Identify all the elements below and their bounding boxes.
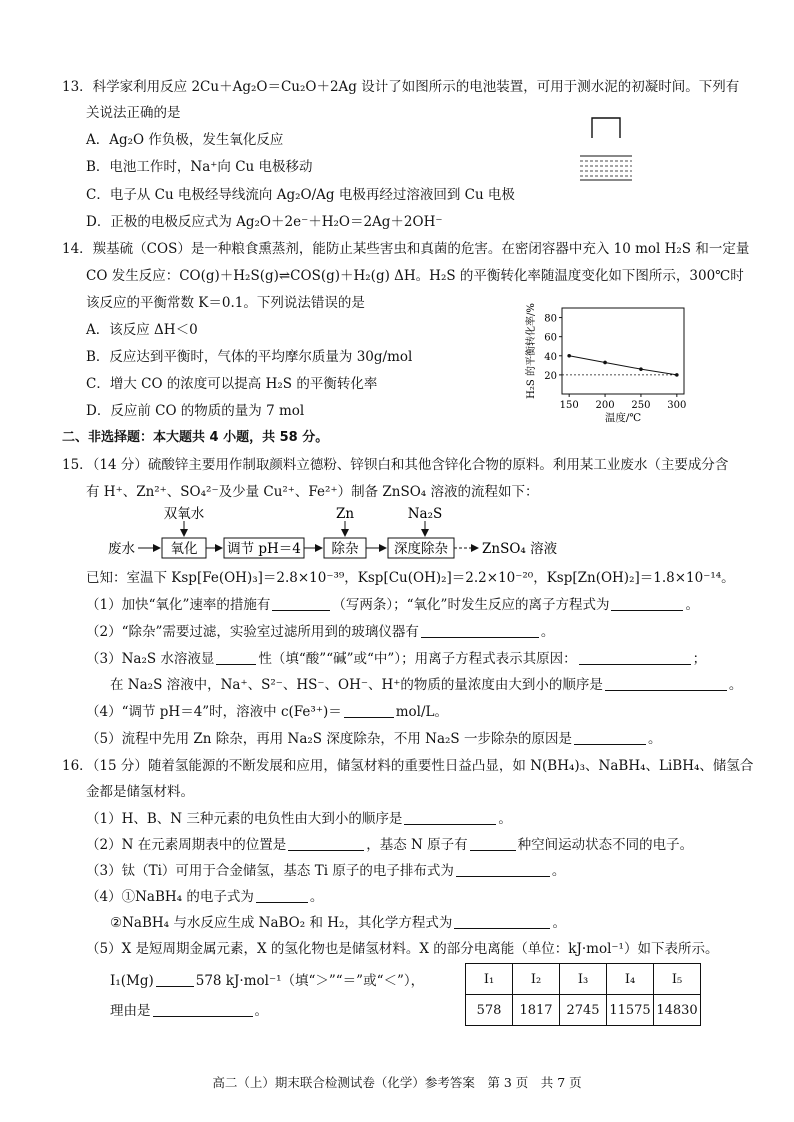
q16-sub4-line2 [110,914,566,932]
q15-s2-text-a: （2）“除杂”需要过滤，实验室过滤所用到的玻璃仪器有 [86,624,419,640]
x-tick-label: 250 [631,400,651,411]
box-deep-removal [388,538,454,558]
q16-s3-text-a: （3）钛（Ti）可用于合金储氢，基态 Ti 原子的电子排布式为 [86,863,454,879]
q15-known-ksp: 已知：室温下 Ksp[Fe(OH)₃]＝2.8×10⁻³⁹，Ksp[Cu(OH)₂]＝2.2×10⁻²⁰，Ksp[Zn(OH)₂]＝1.8×10⁻¹⁴。 [86,570,735,586]
answer-blank[interactable] [611,596,683,611]
q16-s5-text-c: 578 kJ·mol⁻¹（填“＞”“＝”或“＜”）， [195,973,425,989]
q16-s4-text-d: 。 [552,915,566,931]
table-header-cell: I₄ [607,964,654,995]
q16-s4-text-b: 。 [309,889,324,905]
x-tick-label: 300 [667,400,687,411]
flow-end-product: ZnSO₄ 溶液 [482,541,558,557]
q15-sub3-line2 [110,676,742,694]
answer-blank[interactable] [272,596,330,611]
table-cell: 2745 [560,995,607,1026]
q16-sub1 [86,810,512,828]
reagent-hydrogen-peroxide: 双氧水 [163,506,205,522]
q15-s3-text-c: ； [692,651,707,667]
step-oxidation: 氧化 [170,541,198,557]
q15-s1-text-c: 。 [685,597,699,613]
battery-device-figure [576,112,636,190]
q15-s4-text-b: mol/L。 [395,704,448,720]
q15-s3-text-a: （3）Na₂S 水溶液显 [86,651,215,667]
q16-s1-text-b: 。 [498,811,512,827]
q15-s5-text-b: 。 [647,731,662,747]
answer-blank[interactable] [470,836,516,851]
y-tick-label: 40 [544,351,557,363]
q16-s1-text-a: （1）H、B、N 三种元素的电负性由大到小的顺序是 [86,811,403,827]
answer-blank[interactable] [421,623,539,638]
answer-blank[interactable] [605,676,727,691]
answer-blank[interactable] [574,730,646,745]
q13-line1: 13．科学家利用反应 2Cu＋Ag₂O＝Cu₂O＋2Ag 设计了如图所示的电池装置，可用于测水泥的初凝时间。下列有 [62,79,740,95]
q15-s2-text-b: 。 [540,624,555,640]
ionization-energy-table [465,963,701,1026]
flow-start-wastewater: 废水 [108,541,135,557]
q14-option-c: C．增大 CO 的浓度可以提高 H₂S 的平衡转化率 [86,376,378,392]
answer-blank[interactable] [156,972,194,987]
table-cell: 11575 [607,995,654,1026]
box-impurity-removal [324,538,366,558]
y-tick-label: 20 [544,370,557,382]
table-header-cell: I₂ [513,964,560,995]
table-cell: 578 [466,995,513,1026]
x-tick-label: 150 [559,400,579,411]
table-header-cell: I₁ [466,964,513,995]
q16-s2-text-a: （2）N 在元素周期表中的位置是 [86,837,287,853]
q16-s5-text-e: 。 [254,1003,268,1019]
q14-option-b: B．反应达到平衡时，气体的平均摩尔质量为 30g/mol [86,349,413,365]
x-tick-label: 200 [595,400,615,411]
q15-sub4 [86,703,448,721]
table-header-row [466,964,701,995]
q15-s3-text-b: 性（填“酸”“碱”或“中”）；用离子方程式表示其原因： [258,651,577,667]
q16-s3-text-b: 。 [551,863,566,879]
q16-s4-text-c: ②NaBH₄ 与水反应生成 NaBO₂ 和 H₂，其化学方程式为 [110,915,453,931]
data-point [603,361,607,365]
answer-blank[interactable] [404,810,496,825]
answer-blank[interactable] [579,650,691,665]
q16-s2-text-b: ，基态 N 原子有 [366,837,468,853]
q15-s1-text-a: （1）加快“氧化”速率的措施有 [86,597,271,613]
q13-option-c: C．电子从 Cu 电极经导线流向 Ag₂O/Ag 电极再经过溶液回到 Cu 电极 [86,187,515,203]
step-impurity-removal: 除杂 [331,541,359,557]
q16-line2: 金都是储氢材料。 [86,784,194,800]
q16-s4-text-a: （4）①NaBH₄ 的电子式为 [86,889,254,905]
q15-line1: 15．（14 分）硫酸锌主要用作制取颜料立德粉、锌钡白和其他含锌化合物的原料。利用某工业废水（主要成分含 [62,457,729,473]
table-header-cell: I₅ [654,964,701,995]
q15-sub2 [86,623,554,641]
q16-sub3 [86,862,565,880]
q15-s3-text-d: 在 Na₂S 溶液中，Na⁺、S²⁻、HS⁻、OH⁻、H⁺的物质的量浓度由大到小的顺序是 [110,677,603,693]
q13-option-d: D．正极的电极反应式为 Ag₂O＋2e⁻＋H₂O＝2Ag＋2OH⁻ [86,214,443,230]
q14-option-d: D．反应前 CO 的物质的量为 7 mol [86,403,305,419]
table-cell: 14830 [654,995,701,1026]
q15-sub5 [86,730,661,748]
data-point [675,373,679,377]
table-row [466,995,701,1026]
chart-frame [562,308,684,394]
box-oxidation [162,538,206,558]
q16-sub5-line2 [110,972,424,990]
q14-option-a: A．该反应 ΔH＜0 [86,322,198,338]
q16-s5-text-b: I₁(Mg) [110,973,154,989]
data-point [567,354,571,358]
answer-blank[interactable] [456,862,550,877]
step-adjust-ph: 调节 pH＝4 [227,541,301,557]
q13-option-b: B．电池工作时，Na⁺向 Cu 电极移动 [86,159,313,175]
q15-s3-text-e: 。 [728,677,743,693]
q16-line1: 16．（15 分）随着氢能源的不断发展和应用，储氢材料的重要性日益凸显，如 N(BH₄)₃、NaBH₄、LiBH₄、储氢合 [62,758,754,774]
section-2-heading: 二、非选择题：本大题共 4 小题，共 58 分。 [62,430,329,445]
y-axis-label: H₂S 的平衡转化率/% [526,303,537,399]
q15-line2: 有 H⁺、Zn²⁺、SO₄²⁻及少量 Cu²⁺、Fe²⁺）制备 ZnSO₄ 溶液的流程如下： [86,484,539,500]
answer-blank[interactable] [288,836,364,851]
q14-line1: 14．羰基硫（COS）是一种粮食熏蒸剂，能防止某些害虫和真菌的危害。在密闭容器中充入 10 mol H₂S 和一定量 [62,241,750,257]
q16-sub2 [86,836,693,854]
reagent-zinc: Zn [335,506,355,522]
q16-sub5: （5）X 是短周期金属元素，X 的氢化物也是储氢材料。X 的部分电离能（单位：kJ·mol⁻¹）如下表所示。 [86,941,719,957]
q13-option-a: A．Ag₂O 作负极，发生氧化反应 [86,132,284,148]
reagent-sodium-sulfide: Na₂S [407,506,443,522]
x-axis-label: 温度/℃ [604,412,642,424]
q15-s4-text-a: （4）“调节 pH＝4”时，溶液中 c(Fe³⁺)＝ [86,704,342,720]
q16-sub4 [86,888,323,906]
q15-s1-text-b: （写两条）；“氧化”时发生反应的离子方程式为 [332,597,610,613]
conversion-rate-chart [520,298,700,426]
q14-line3: 该反应的平衡常数 K＝0.1。下列说法错误的是 [86,295,365,311]
answer-blank[interactable] [153,1002,253,1017]
table-header-cell: I₃ [560,964,607,995]
q15-sub1 [86,596,699,614]
step-deep-removal: 深度除杂 [394,541,448,557]
data-point [639,367,643,371]
page-footer: 高二（上）期末联合检测试卷（化学）参考答案 第 3 页 共 7 页 [212,1075,582,1090]
q14-line2: CO 发生反应：CO(g)＋H₂S(g)⇌COS(g)＋H₂(g) ΔH。H₂S 的平衡转化率随温度变化如下图所示，300℃时 [86,268,744,284]
q16-sub5-line3 [110,1002,268,1020]
y-tick-label: 80 [544,313,557,325]
answer-blank[interactable] [256,888,308,903]
q16-s5-text-d: 理由是 [110,1003,151,1019]
q16-s2-text-c: 种空间运动状态不同的电子。 [517,837,694,853]
table-cell: 1817 [513,995,560,1026]
q13-line2: 关说法正确的是 [86,105,181,121]
answer-blank[interactable] [454,914,550,929]
box-adjust-ph [224,538,304,558]
series-line [569,356,677,375]
answer-blank[interactable] [216,650,256,665]
q15-sub3 [86,650,706,668]
q15-s5-text-a: （5）流程中先用 Zn 除杂，再用 Na₂S 深度除杂，不用 Na₂S 一步除杂的原因是 [86,731,572,747]
y-tick-label: 60 [544,332,557,344]
answer-blank[interactable] [344,703,394,718]
